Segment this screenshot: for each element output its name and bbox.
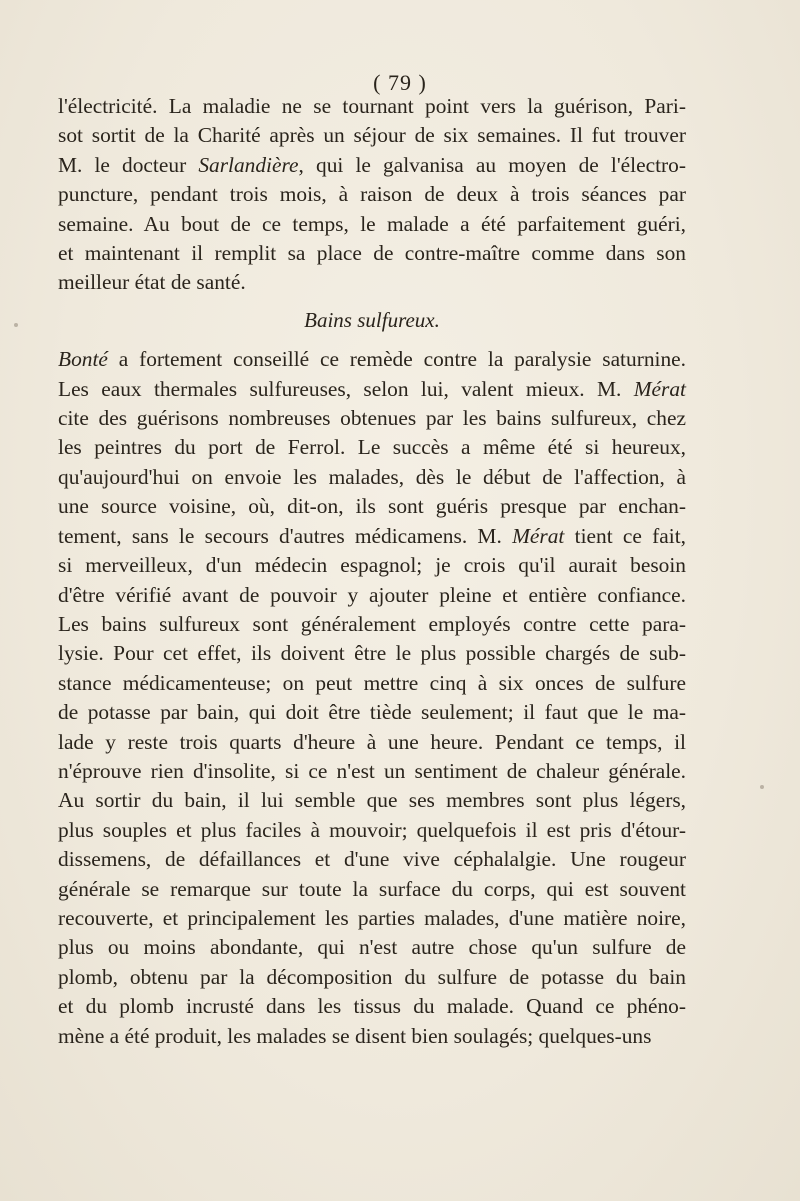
text-line: plus ou moins abondante, qui n'est autre chose qu'un sulfure de	[58, 935, 686, 960]
text-line: Les bains sulfureux sont généralement employés contre cette para-	[58, 611, 686, 636]
text-fragment: a fortement conseillé ce remède contre la paralysie saturnine.	[107, 347, 686, 372]
text-line: les peintres du port de Ferrol. Le succès a même été si heureux,	[58, 435, 686, 460]
text-line: dissemens, de défaillances et d'une vive céphalalgie. Une rougeur	[58, 847, 686, 872]
text-line	[58, 345, 686, 374]
text-line: plomb, obtenu par la décomposition du sulfure de potasse du bain	[58, 964, 686, 989]
text-line: une source voisine, où, dit-on, ils sont guéris presque par enchan-	[58, 494, 686, 519]
text-line: sot sortit de la Charité après un séjour de six semaines. Il fut trouver	[58, 123, 686, 148]
page-number: ( 79 )	[373, 70, 427, 95]
paper-speck	[14, 323, 18, 327]
text-line: recouverte, et principalement les parties malades, d'une matière noire,	[58, 905, 686, 930]
text-line: d'être vérifié avant de pouvoir y ajouter pleine et entière confiance.	[58, 582, 686, 607]
text-line: puncture, pendant trois mois, à raison de deux à trois séances par	[58, 182, 686, 207]
text-line: meilleur état de santé.	[58, 270, 246, 295]
text-line: qu'aujourd'hui on envoie les malades, dès le début de l'affection, à	[58, 464, 686, 489]
text-line	[58, 375, 686, 404]
text-line	[58, 522, 686, 551]
paragraph-1	[58, 92, 686, 298]
page-body	[58, 92, 686, 1051]
italic-name: Mérat	[633, 376, 686, 401]
text-line: plus souples et plus faciles à mouvoir; quelquefois il est pris d'étour-	[58, 817, 686, 842]
text-line: et maintenant il remplit sa place de contre-maître comme dans son	[58, 241, 686, 266]
text-line: si merveilleux, d'un médecin espagnol; je crois qu'il aurait besoin	[58, 553, 686, 578]
paragraph-2	[58, 345, 686, 1051]
italic-name: Mérat	[512, 523, 565, 548]
text-line: n'éprouve rien d'insolite, si ce n'est un sentiment de chaleur générale.	[58, 758, 686, 783]
section-heading: Bains sulfureux.	[304, 307, 440, 332]
text-line: lysie. Pour cet effet, ils doivent être le plus possible chargés de sub-	[58, 641, 686, 666]
text-line: semaine. Au bout de ce temps, le malade a été parfaitement guéri,	[58, 211, 686, 236]
text-line: l'électricité. La maladie ne se tournant point vers la guérison, Pari-	[58, 94, 686, 118]
text-fragment: M. le docteur	[58, 152, 199, 177]
text-fragment: tement, sans le secours d'autres médicamens. M.	[58, 523, 513, 548]
text-line: Au sortir du bain, il lui semble que ses membres sont plus légers,	[58, 788, 686, 813]
text-fragment: , qui le galvanisa au moyen de l'électro-	[298, 152, 686, 177]
italic-name: Sarlandière	[198, 152, 299, 177]
text-line: lade y reste trois quarts d'heure à une heure. Pendant ce temps, il	[58, 729, 686, 754]
text-line: générale se remarque sur toute la surface du corps, qui est souvent	[58, 876, 686, 901]
text-line	[58, 151, 686, 180]
text-line: stance médicamenteuse; on peut mettre cinq à six onces de sulfure	[58, 670, 686, 695]
text-line: cite des guérisons nombreuses obtenues par les bains sulfureux, chez	[58, 406, 686, 431]
text-line: mène a été produit, les malades se disent bien soulagés; quelques-uns	[58, 1023, 652, 1048]
paper-speck	[760, 785, 764, 789]
text-line: et du plomb incrusté dans les tissus du malade. Quand ce phéno-	[58, 994, 686, 1019]
text-fragment: Les eaux thermales sulfureuses, selon lui, valent mieux. M.	[58, 376, 634, 401]
text-line: de potasse par bain, qui doit être tiède seulement; il faut que le ma-	[58, 700, 686, 725]
italic-name: Bonté	[58, 347, 108, 372]
text-fragment: tient ce fait,	[564, 523, 687, 548]
